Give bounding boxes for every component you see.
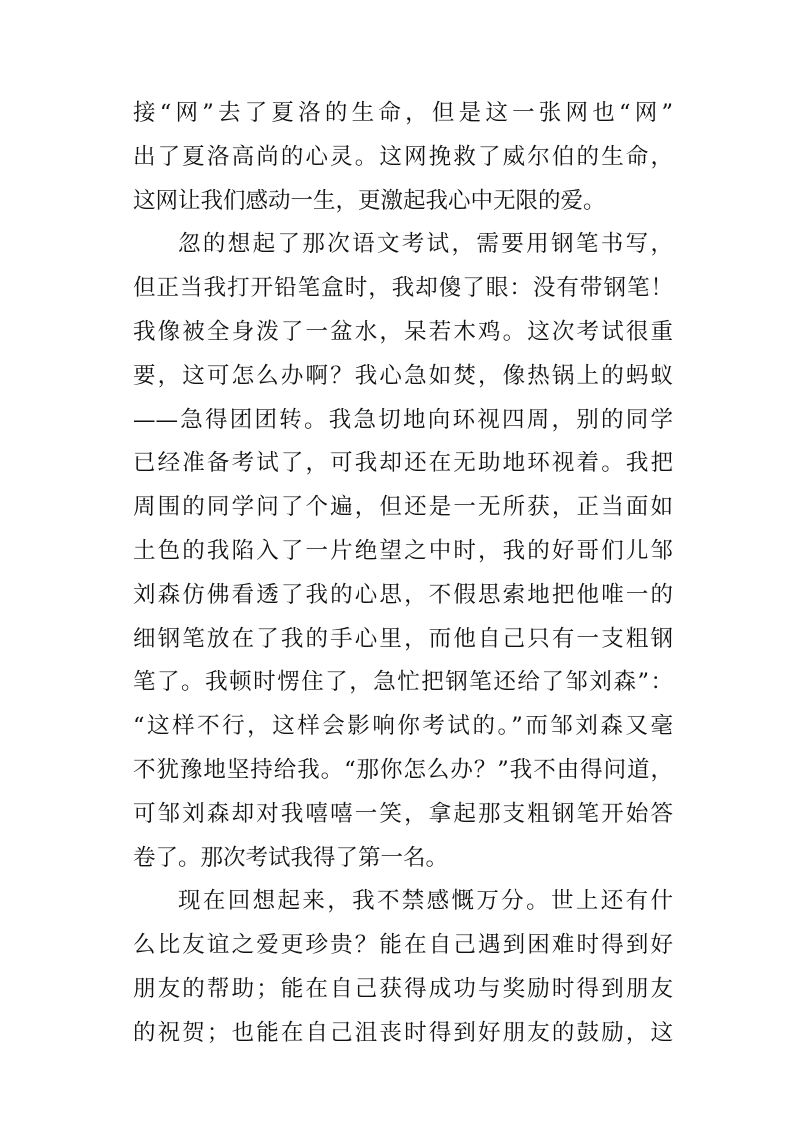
text-line: ——急得团团转。我急切地向环视四周，别的同学 — [133, 406, 673, 433]
text-line: 的祝贺；也能在自己沮丧时得到好朋友的鼓励，这 — [133, 1019, 673, 1046]
text-line: 现在回想起来，我不禁感慨万分。世上还有什 — [178, 888, 673, 915]
text-line: 忽的想起了那次语文考试，需要用钢笔书写， — [178, 231, 673, 258]
text-line: 周围的同学问了个遍，但还是一无所获，正当面如 — [133, 494, 673, 521]
text-line: 要，这可怎么办啊？我心急如焚，像热锅上的蚂蚁 — [133, 362, 673, 389]
text-line: 但正当我打开铅笔盒时，我却傻了眼：没有带钢笔！ — [133, 275, 673, 302]
text-line: 卷了。那次考试我得了第一名。 — [133, 844, 449, 871]
text-line: 出了夏洛高尚的心灵。这网挽救了威尔伯的生命， — [133, 143, 673, 170]
text-line: 这网让我们感动一生，更激起我心中无限的爱。 — [133, 187, 606, 214]
text-line: 接“网”去了夏洛的生命，但是这一张网也“网” — [133, 100, 673, 126]
text-line: 不犹豫地坚持给我。“那你怎么办？”我不由得问道， — [133, 756, 673, 783]
text-line: 么比友谊之爱更珍贵？能在自己遇到困难时得到好 — [133, 932, 673, 959]
paragraph-2 — [133, 223, 673, 880]
document-body — [133, 92, 673, 1056]
text-line: 土色的我陷入了一片绝望之中时，我的好哥们儿邹 — [133, 537, 673, 564]
text-line: 可邹刘森却对我嘻嘻一笑，拿起那支粗钢笔开始答 — [133, 800, 673, 827]
text-line: 刘森仿佛看透了我的心思，不假思索地把他唯一的 — [133, 581, 673, 608]
text-line: 细钢笔放在了我的手心里，而他自己只有一支粗钢 — [133, 625, 673, 652]
paragraph-3 — [133, 880, 673, 1055]
text-line: “这样不行，这样会影响你考试的。”而邹刘森又毫 — [133, 713, 673, 740]
text-line: 我像被全身泼了一盆水，呆若木鸡。这次考试很重 — [133, 318, 673, 345]
paragraph-1 — [133, 92, 673, 223]
text-line: 已经准备考试了，可我却还在无助地环视着。我把 — [133, 450, 673, 477]
text-line: 朋友的帮助；能在自己获得成功与奖励时得到朋友 — [133, 975, 673, 1002]
text-line: 笔了。我顿时愣住了，急忙把钢笔还给了邹刘森”： — [133, 669, 673, 696]
